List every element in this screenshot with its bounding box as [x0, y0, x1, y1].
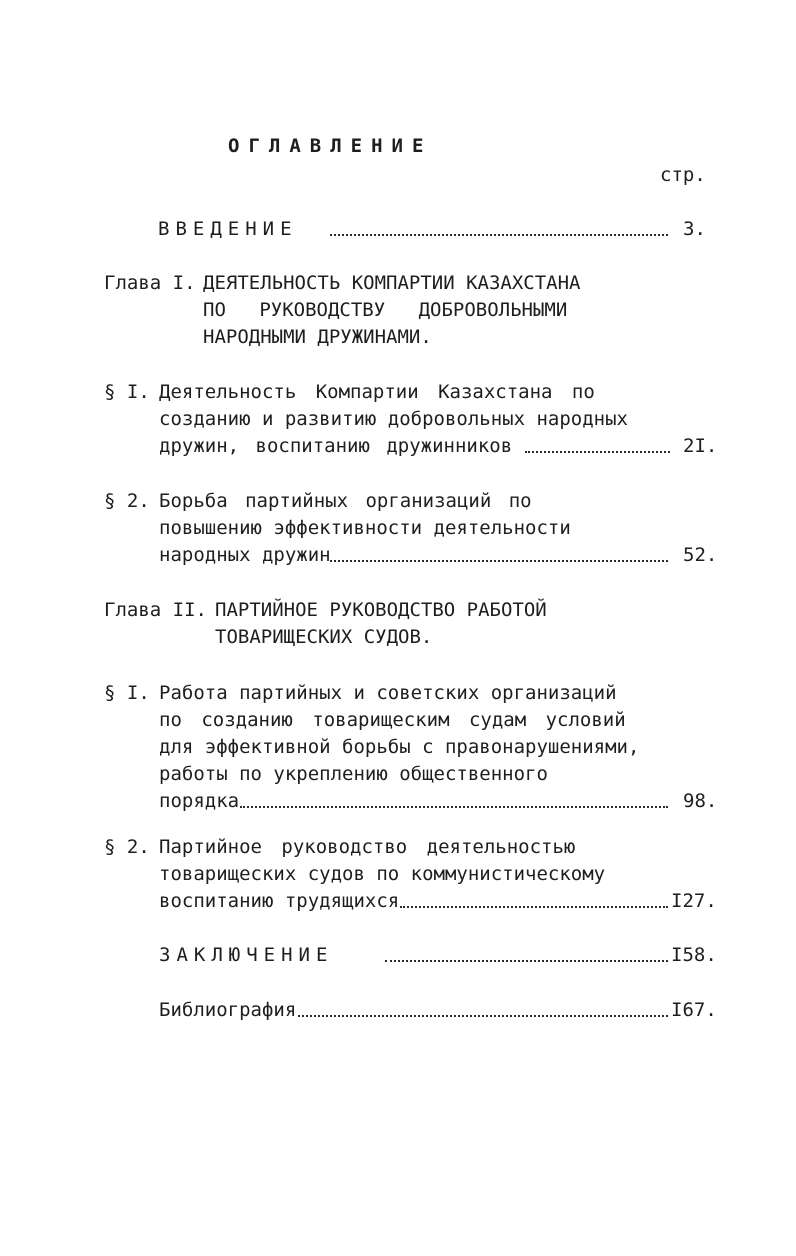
toc-section-1-1-line: созданию и развитию добровольных народных: [159, 408, 628, 430]
toc-chapter2-line: ПАРТИЙНОЕ РУКОВОДСТВО РАБОТОЙ: [215, 599, 547, 621]
toc-section-2-2-page: I27.: [671, 890, 717, 912]
toc-conclusion-label: ЗАКЛЮЧЕНИЕ: [159, 944, 334, 966]
toc-section-1-1-line: Деятельность Компартии Казахстана по: [159, 381, 595, 403]
toc-bibliography-page: I67.: [671, 999, 717, 1021]
toc-chapter1-line: НАРОДНЫМИ ДРУЖИНАМИ.: [203, 326, 432, 348]
toc-section-1-2-line: повышению эффективности деятельности: [159, 517, 571, 539]
toc-chapter2-line: ТОВАРИЩЕСКИХ СУДОВ.: [215, 626, 433, 648]
toc-section-1-1-label: § I.: [104, 381, 150, 403]
toc-section-2-2-line: воспитанию трудящихся: [159, 890, 400, 912]
toc-chapter2-label: Глава II.: [104, 599, 207, 621]
page-title: ОГЛАВЛЕНИЕ: [228, 135, 433, 157]
toc-section-2-1-label: § I.: [104, 682, 150, 704]
toc-chapter1-label: Глава I.: [104, 272, 196, 294]
toc-section-1-2-line: Борьба партийных организаций по: [159, 490, 532, 512]
page-column-label: стр.: [660, 164, 706, 186]
toc-conclusion-leader: [385, 960, 668, 962]
toc-section-2-1-line: по созданию товарищеским судам условий: [159, 709, 626, 731]
toc-section-2-1-line: Работа партийных и советских организаций: [159, 682, 617, 704]
toc-section-2-2-leader: [400, 906, 668, 908]
toc-section-1-1-page: 2I.: [683, 435, 718, 457]
toc-section-1-2-page: 52.: [683, 544, 718, 566]
toc-intro-page: 3.: [683, 218, 706, 240]
toc-intro-leader: [330, 234, 668, 236]
toc-section-1-2-label: § 2.: [104, 490, 150, 512]
toc-chapter1-line: ПО РУКОВОДСТВУ ДОБРОВОЛЬНЫМИ: [203, 299, 568, 321]
toc-section-2-1-line: работы по укреплению общественного: [159, 763, 548, 785]
toc-section-2-1-line: для эффективной борьбы с правонарушениями,: [159, 736, 640, 758]
toc-section-1-2-leader: [330, 560, 668, 562]
toc-section-2-2-label: § 2.: [104, 836, 150, 858]
toc-bibliography-label: Библиография: [159, 999, 297, 1021]
toc-section-1-1-line: дружин, воспитанию дружинников: [159, 435, 513, 457]
toc-section-1-2-line: народных дружин: [159, 544, 331, 566]
toc-section-1-1-leader: [525, 451, 670, 453]
toc-section-2-1-line: порядка: [159, 790, 240, 812]
toc-section-2-1-page: 98.: [683, 790, 718, 812]
toc-section-2-2-line: Партийное руководство деятельностью: [159, 836, 576, 858]
toc-section-2-2-line: товарищеских судов по коммунистическому: [159, 863, 606, 885]
toc-bibliography-leader: [298, 1015, 668, 1017]
toc-intro-label: ВВЕДЕНИЕ: [158, 218, 298, 240]
toc-chapter1-line: ДЕЯТЕЛЬНОСТЬ КОМПАРТИИ КАЗАХСТАНА: [203, 272, 581, 294]
toc-conclusion-page: I58.: [671, 944, 717, 966]
toc-section-2-1-leader: [240, 806, 668, 808]
